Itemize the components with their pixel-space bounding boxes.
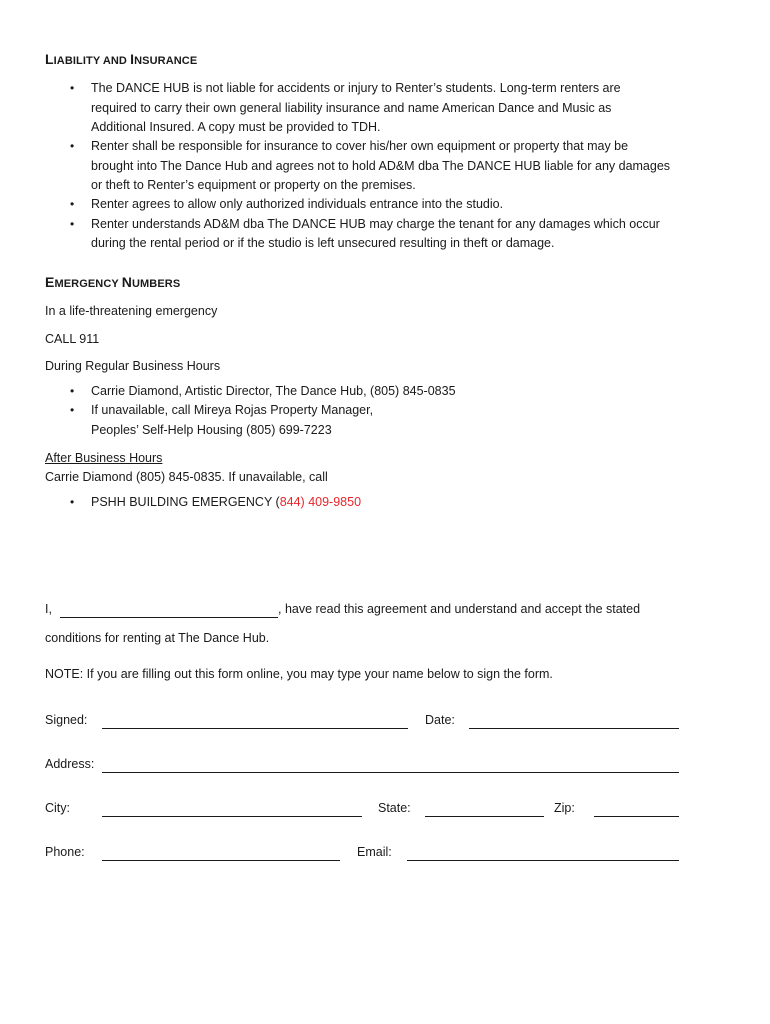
heading-initial: E — [45, 274, 55, 290]
liability-bullet-1-line-2: required to carry their own general liability insurance and name American Dance and Music as — [91, 101, 612, 115]
heading-part: IABILITY AND — [53, 55, 131, 67]
city-field[interactable] — [102, 816, 362, 817]
online-note: NOTE: If you are filling out this form online, you may type your name below to sign the form. — [45, 667, 553, 681]
zip-label: Zip: — [554, 801, 575, 815]
bullet-icon: • — [70, 139, 75, 153]
date-label: Date: — [425, 713, 455, 727]
liability-bullet-1-line-3: Additional Insured. A copy must be provided to TDH. — [91, 120, 381, 134]
liability-bullet-2-line-1: Renter shall be responsible for insurance to cover his/her own equipment or property that may be — [91, 139, 629, 153]
liability-bullet-4-line-1: Renter understands AD&M dba The DANCE HUB may charge the tenant for any damages which occur — [91, 217, 660, 231]
pshh-emergency — [91, 495, 361, 509]
city-label: City: — [45, 801, 70, 815]
address-label: Address: — [45, 757, 95, 771]
heading-part: UMBERS — [132, 278, 181, 290]
after-hours-text: Carrie Diamond (805) 845-0835. If unavailable, call — [45, 470, 328, 484]
after-hours-heading: After Business Hours — [45, 451, 163, 465]
regular-hours-text: During Regular Business Hours — [45, 359, 221, 373]
agreement-line-2: conditions for renting at The Dance Hub. — [45, 631, 270, 645]
agreement-name-field[interactable] — [60, 617, 278, 618]
bullet-icon: • — [70, 403, 75, 417]
call-911-text: CALL 911 — [45, 332, 100, 346]
liability-bullet-3-line-1: Renter agrees to allow only authorized individuals entrance into the studio. — [91, 197, 504, 211]
pshh-phone-number: 844) 409-9850 — [279, 495, 362, 509]
heading-initial: N — [121, 274, 132, 290]
date-field[interactable] — [469, 728, 679, 729]
agreement-prefix: I, — [45, 602, 52, 616]
phone-label: Phone: — [45, 845, 85, 859]
bullet-icon: • — [70, 217, 75, 231]
bullet-icon: • — [70, 197, 75, 211]
life-threatening-text: In a life-threatening emergency — [45, 304, 218, 318]
liability-bullet-4-line-2: during the rental period or if the studio is left unsecured resulting in theft or damage. — [91, 236, 555, 250]
liability-bullet-2-line-2: brought into The Dance Hub and agrees not to hold AD&M dba The DANCE HUB liable for any damages — [91, 159, 671, 173]
zip-field[interactable] — [594, 816, 679, 817]
signed-label: Signed: — [45, 713, 88, 727]
pshh-label: PSHH BUILDING EMERGENCY ( — [91, 495, 280, 509]
email-field[interactable] — [407, 860, 679, 861]
liability-bullet-2-line-3: or theft to Renter’s equipment or property on the premises. — [91, 178, 416, 192]
state-field[interactable] — [425, 816, 544, 817]
liability-heading — [45, 51, 197, 67]
contact-pshh-housing: Peoples’ Self-Help Housing (805) 699-7223 — [91, 423, 332, 437]
heading-part: NSURANCE — [134, 55, 198, 67]
bullet-icon: • — [70, 81, 75, 95]
agreement-suffix: , have read this agreement and understand and accept the stated — [278, 602, 641, 616]
emergency-heading — [45, 274, 180, 290]
phone-field[interactable] — [102, 860, 340, 861]
state-label: State: — [378, 801, 411, 815]
email-label: Email: — [357, 845, 392, 859]
contact-mireya: If unavailable, call Mireya Rojas Property Manager, — [91, 403, 374, 417]
signed-field[interactable] — [102, 728, 408, 729]
address-field[interactable] — [102, 772, 679, 773]
heading-initial: I — [130, 51, 135, 67]
heading-part: MERGENCY — [54, 278, 122, 290]
bullet-icon: • — [70, 495, 75, 509]
contact-carrie: Carrie Diamond, Artistic Director, The Dance Hub, (805) 845-0835 — [91, 384, 456, 398]
bullet-icon: • — [70, 384, 75, 398]
liability-bullet-1-line-1: The DANCE HUB is not liable for accidents or injury to Renter’s students. Long-term renters are — [91, 81, 621, 95]
heading-initial: L — [45, 51, 54, 67]
